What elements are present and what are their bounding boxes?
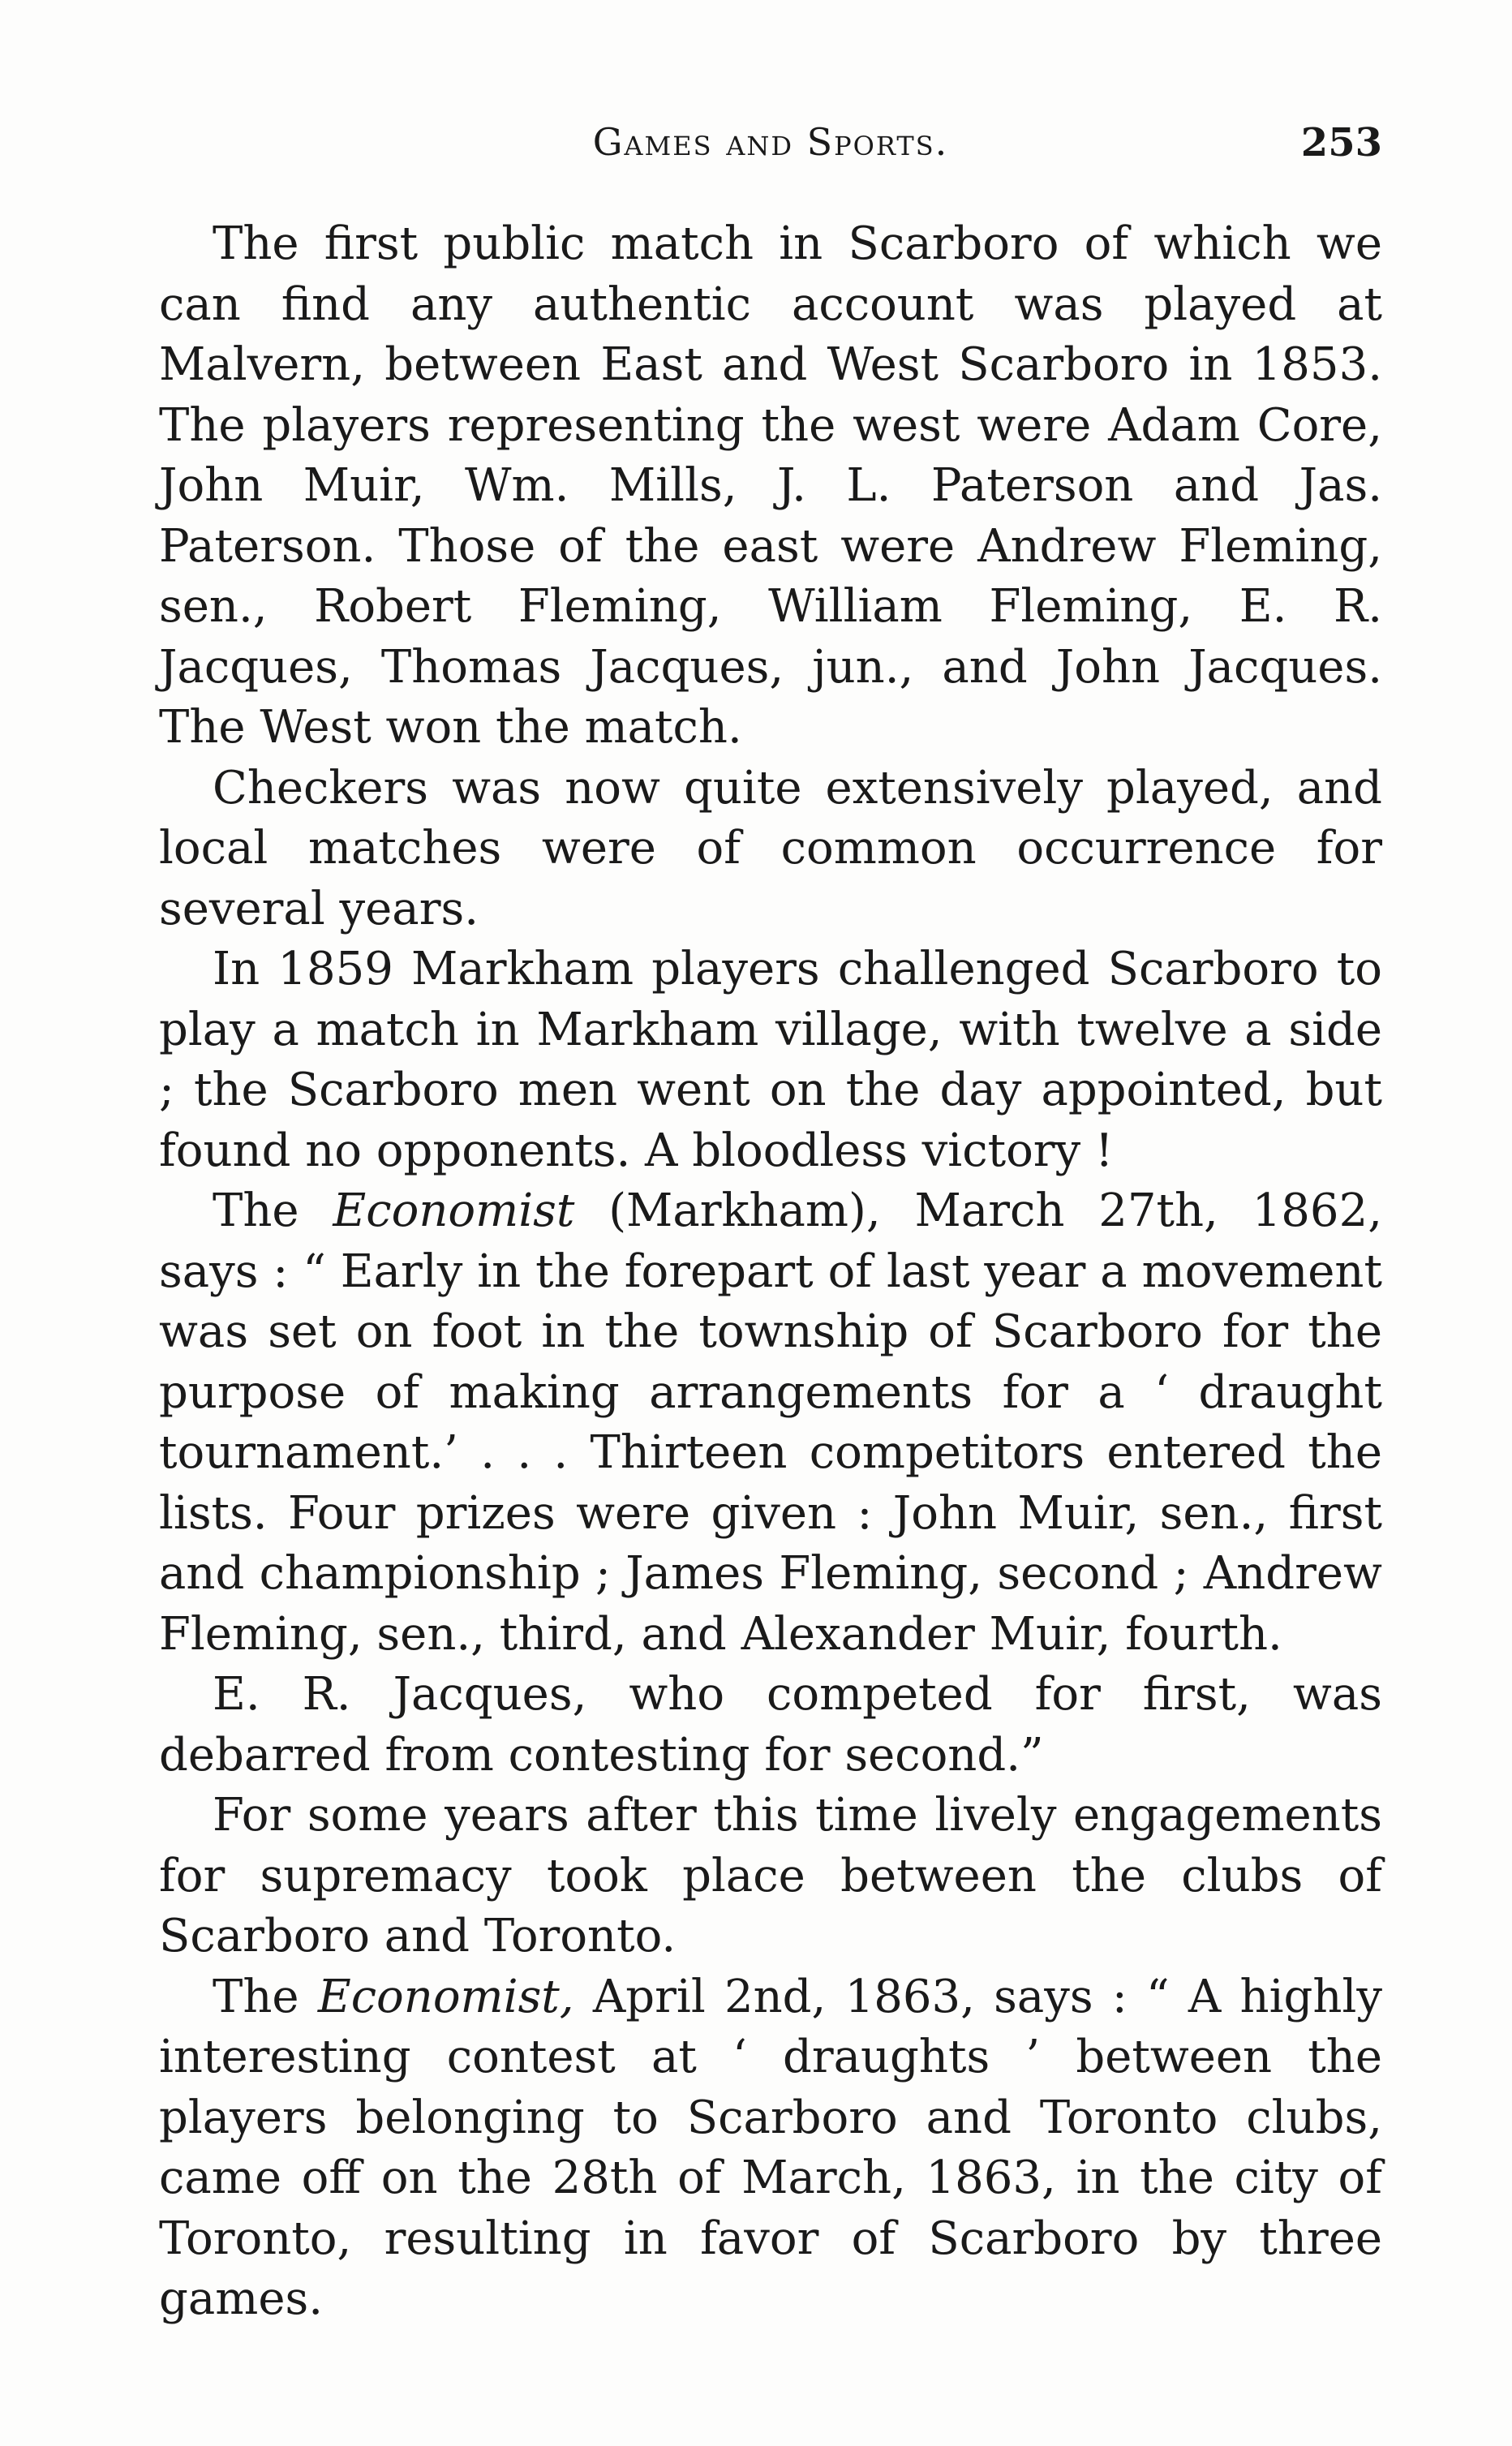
- paragraph-economist-1863: [159, 1967, 1382, 2330]
- paragraph-club-engagements: For some years after this time lively engagements for supremacy took place between the clubs of Scarboro and Toronto.: [159, 1789, 1382, 1962]
- body-text: [159, 214, 1382, 2330]
- paragraph-jacques-debarred: E. R. Jacques, who competed for first, was debarred from contesting for second.”: [159, 1668, 1382, 1782]
- paragraph-quote-text: April 2nd, 1863, says : “ A highly interesting contest at ‘ draughts ’ between the players belonging to Scarboro and Toronto clubs, came off on the 28th of March, 1863, in the city of Toronto, resulting in favor of Scarboro by three games.: [159, 1970, 1382, 2325]
- newspaper-title: Economist,: [317, 1970, 574, 2023]
- paragraph-lead-text: The: [213, 1184, 333, 1237]
- newspaper-title: Economist: [333, 1184, 575, 1237]
- paragraph-checkers-extensively-played: Checkers was now quite extensively played, and local matches were of common occurrence for several years.: [159, 761, 1382, 935]
- page-number: 253: [1300, 120, 1382, 166]
- page-header: [159, 97, 1382, 187]
- paragraph-quote-text: (Markham), March 27th, 1862, says : “ Early in the forepart of last year a movement was set on foot in the township of Scarboro for the purpose of making arrangements for a ‘ draught tournament.’ . . . Thirteen competitors entered the lists. Four prizes were given : John Muir, sen., first and championship ; James Fleming, second ; Andrew Fleming, sen., third, and Alexander Muir, fourth.: [159, 1184, 1382, 1661]
- running-head: Games and Sports.: [592, 120, 949, 164]
- paragraph-economist-1862: [159, 1181, 1382, 1665]
- paragraph-markham-challenge: In 1859 Markham players challenged Scarboro to play a match in Markham village, with twelve a side ; the Scarboro men went on the day appointed, but found no opponents. A bloodless victory !: [159, 943, 1382, 1177]
- book-page: [159, 97, 1382, 2330]
- paragraph-lead-text: The: [213, 1970, 318, 2023]
- paragraph-first-public-match: The first public match in Scarboro of which we can find any authentic account was played at Malvern, between East and West Scarboro in 1853. The players representing the west were Adam Core, John Muir, Wm. Mills, J. L. Paterson and Jas. Paterson. Those of the east were Andrew Fleming, sen., Robert Fleming, William Fleming, E. R. Jacques, Thomas Jacques, jun., and John Jacques. The West won the match.: [159, 217, 1382, 754]
